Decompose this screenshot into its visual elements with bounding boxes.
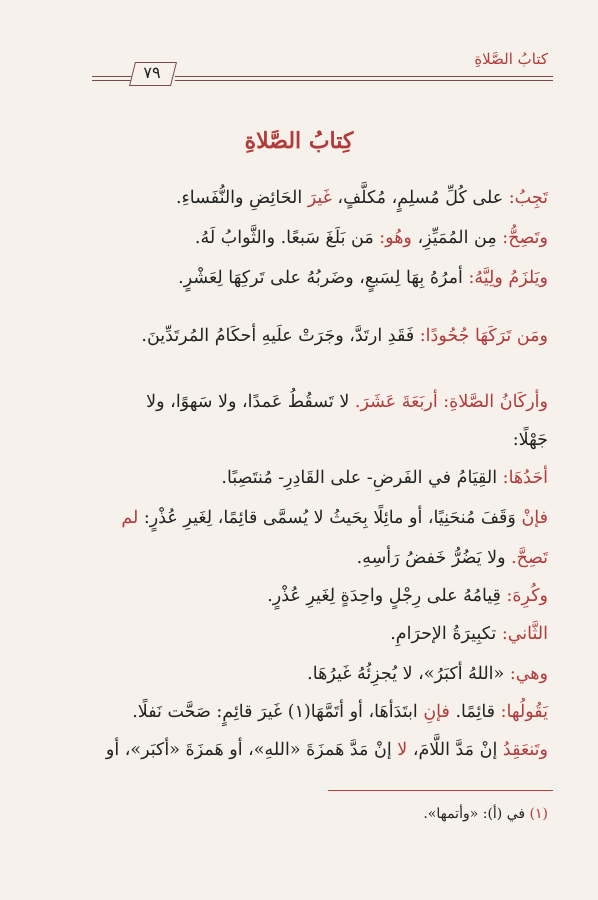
line-text: «اللهُ أكبَرُ»، لا يُجزِئُهُ غَيرُهَا.: [307, 664, 510, 684]
rubric-term: وهي:: [509, 664, 548, 684]
line-text: أمرُهُ بِهَا لِسَبعٍ، وضَربُهُ على تَركِهَا لِعَشْرٍ.: [178, 268, 469, 288]
line-text: فَقَدِ ارتَدَّ، وجَرَتْ علَيهِ أحكَامُ المُرتَدِّينَ.: [141, 326, 420, 346]
line-text: ولا يَضُرُّ خَفضُ رَأسِهِ.: [356, 548, 512, 568]
text-line: [40, 186, 548, 210]
chapter-title: كِتابُ الصَّلاةِ: [244, 128, 354, 154]
footnote: [423, 804, 548, 824]
text-line: [40, 428, 548, 452]
rubric-term: فإنْ: [521, 508, 548, 528]
line-text: مَن بَلَغَ سَبعًا. والثَّوابُ لَهُ.: [194, 228, 380, 248]
rubric-term: وكُرِهَ:: [506, 586, 548, 606]
line-text: ابتَدَأهَا، أو أتَمَّهَا(١) غَيرَ قائِمٍ: صَحَّت نَفلًا.: [132, 702, 424, 722]
line-text: لا تَسقُطُ عَمدًا، ولا سَهوًا، ولا: [146, 392, 355, 412]
line-text: مِن المُمَيِّزِ،: [411, 228, 503, 248]
rubric-term: وتَصِحُّ:: [502, 228, 548, 248]
rubric-term: وهُو:: [379, 228, 412, 248]
header-rule-left-bottom: [92, 80, 132, 81]
line-text: تكبِيرَةُ الإحرَامِ.: [390, 624, 502, 644]
text-line: [40, 226, 548, 250]
text-line: [40, 506, 548, 530]
footnote-marker: (١): [529, 806, 548, 822]
line-text: الحَائِضِ والنُّفَساءِ.: [175, 188, 308, 208]
text-line: [40, 390, 548, 414]
text-line: [40, 324, 548, 348]
text-line: [40, 546, 548, 570]
text-line: [40, 584, 548, 608]
line-text: إنْ مَدَّ هَمزَةَ «اللهِ»، أو هَمزَةَ «أكبَر»، أو: [105, 740, 398, 760]
text-line: [40, 622, 548, 646]
text-line: [40, 266, 548, 290]
text-line: [40, 738, 548, 762]
line-text: وَقَفَ مُنحَنِيًا، أو مائِلًا بِحَيثُ لا يُسمَّى قائِمًا، لِغَيرِ عُذْرٍ:: [138, 508, 522, 528]
rubric-term: ويَلزَمُ ولِيَّهُ:: [468, 268, 548, 288]
rubric-term: أحَدُهَا:: [502, 468, 548, 488]
text-line: [40, 466, 548, 490]
rubric-term: فإنِ: [423, 702, 450, 722]
rubric-term: يَقُولُها:: [500, 702, 548, 722]
line-text: إنْ مَدَّ اللَّامَ،: [407, 740, 503, 760]
rubric-term: تَجِبُ:: [508, 188, 548, 208]
footnote-separator: [328, 790, 553, 791]
rubric-term: لم: [121, 508, 139, 528]
line-text: جَهْلًا:: [512, 430, 548, 450]
footnote-text: في (أ): «وأتمها».: [423, 806, 526, 822]
rubric-term: وأركَانُ الصَّلاةِ: أربَعَةَ عَشَرَ.: [354, 392, 548, 412]
line-text: قِيامُهُ على رِجْلٍ واحِدَةٍ لِغَيرِ عُذْرٍ.: [267, 586, 507, 606]
header-rule-left-top: [92, 76, 132, 77]
rubric-term: ومَن تَرَكَهَا جُحُودًا:: [419, 326, 548, 346]
page-number: ٧٩: [143, 63, 161, 82]
rubric-term: وتَنعَقِدُ: [502, 740, 548, 760]
rubric-term: الثَّاني:: [501, 624, 548, 644]
header-rule-bottom: [175, 80, 553, 81]
rubric-term: لا: [397, 740, 408, 760]
line-text: القِيَامُ في الفَرضِ- على القَادِرِ- مُنتَصِبًا.: [221, 468, 503, 488]
line-text: على كُلِّ مُسلِمٍ، مُكلَّفٍ،: [331, 188, 509, 208]
rubric-term: غَيرَ: [307, 188, 332, 208]
text-line: [40, 662, 548, 686]
text-line: [40, 700, 548, 724]
header-rule-top: [175, 76, 553, 77]
line-text: قائِمًا.: [449, 702, 501, 722]
rubric-term: تَصِحَّ.: [511, 548, 548, 568]
running-title: كتابُ الصَّلاةِ: [474, 50, 548, 68]
